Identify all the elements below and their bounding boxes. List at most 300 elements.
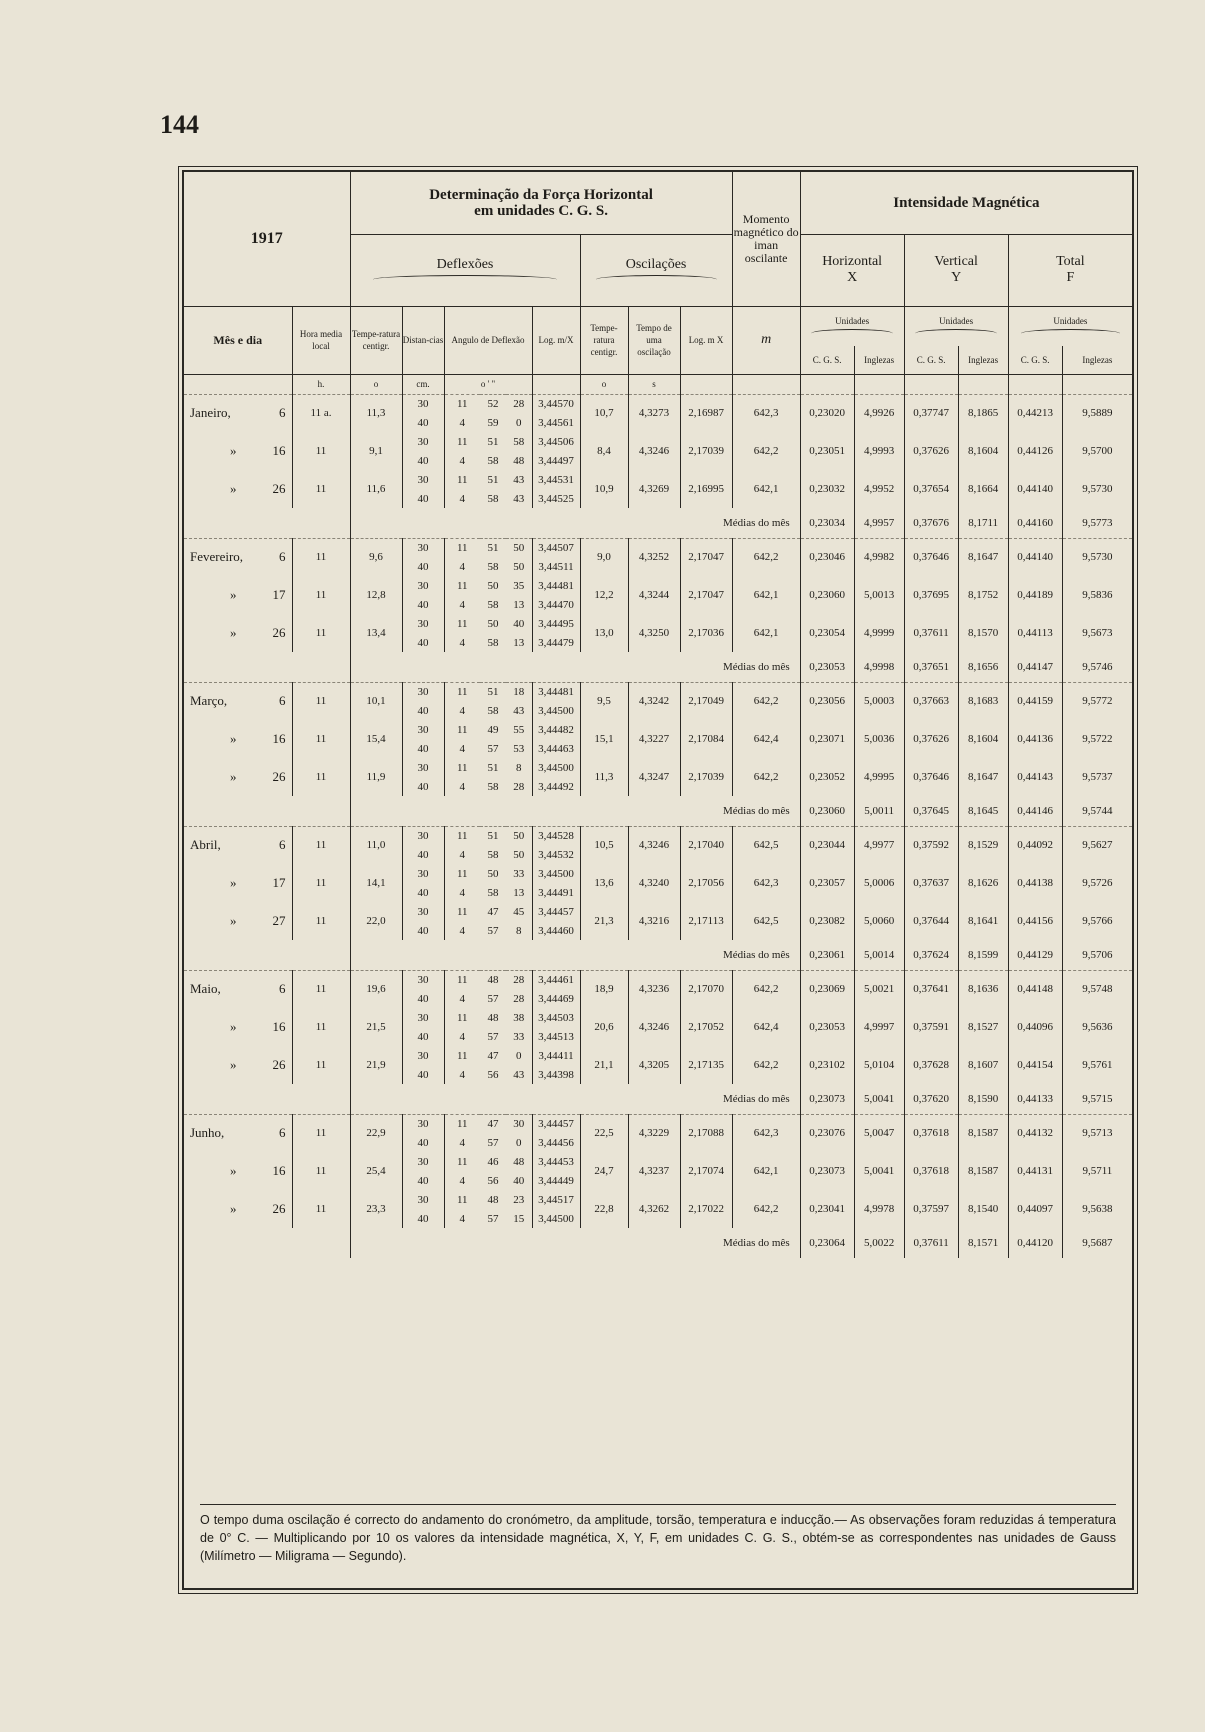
angle-sec-value: 35: [513, 579, 525, 592]
hora-cell: 11: [292, 902, 350, 940]
angle-deg: [444, 720, 480, 739]
angle-min-value: 47: [487, 1049, 499, 1062]
dist-cell: 30: [402, 826, 444, 845]
tempo-cell: 4,3273: [628, 394, 680, 432]
medias-blank: [184, 652, 350, 682]
angle-sec: [506, 595, 532, 614]
log-mx-cell: 3,44495: [532, 614, 580, 633]
yi-cell: 8,1604: [958, 432, 1008, 470]
angle-min: [480, 394, 506, 413]
dist-cell: 30: [402, 470, 444, 489]
temp2-header: Tempe-ratura centigr.: [580, 306, 628, 374]
angle-min: [480, 451, 506, 470]
log-mx-cell: 3,44492: [532, 777, 580, 796]
medias-xi: 4,9998: [854, 652, 904, 682]
log-mx-cell: 3,44500: [532, 758, 580, 777]
tempo-cell: 4,3244: [628, 576, 680, 614]
angle-deg: [444, 489, 480, 508]
m-cell: 642,5: [732, 826, 800, 864]
temp-cell: 13,4: [350, 614, 402, 652]
log-mx-cell: 3,44482: [532, 720, 580, 739]
xc-cell: 0,23076: [800, 1114, 854, 1152]
day: 26: [272, 769, 286, 784]
tempo-cell: 4,3247: [628, 758, 680, 796]
angle-deg: [444, 883, 480, 902]
log-mx-cell: 3,44507: [532, 538, 580, 557]
m-cell: 642,2: [732, 1190, 800, 1228]
angle-sec: [506, 451, 532, 470]
fi-cell: 9,5836: [1062, 576, 1132, 614]
angle-sec-value: 43: [513, 492, 525, 505]
month-day-cell: [184, 826, 292, 864]
f-ing-header: Inglezas: [1062, 346, 1132, 374]
dist-cell: 40: [402, 777, 444, 796]
yc-cell: 0,37644: [904, 902, 958, 940]
medias-row: [184, 508, 1132, 538]
xc-cell: 0,23073: [800, 1152, 854, 1190]
month-day-cell: [184, 394, 292, 432]
yc-cell: 0,37611: [904, 614, 958, 652]
angle-min: [480, 845, 506, 864]
angle-deg: [444, 989, 480, 1008]
medias-fc: 0,44147: [1008, 652, 1062, 682]
log-mx-cell: 3,44457: [532, 902, 580, 921]
angle-min-value: 46: [487, 1155, 499, 1168]
medias-yc: 0,37676: [904, 508, 958, 538]
angle-min-value: 47: [487, 1117, 499, 1130]
day: 6: [279, 693, 286, 709]
y-cgs-header: C. G. S.: [904, 346, 958, 374]
medias-fc: 0,44133: [1008, 1084, 1062, 1114]
angle-deg-value: 4: [459, 1212, 465, 1225]
log-mx-cell: 3,44511: [532, 557, 580, 576]
medias-label: Médias do mês: [350, 1228, 800, 1258]
angle-deg: [444, 1171, 480, 1190]
ditto-mark: »: [230, 1057, 237, 1072]
medias-fc: 0,44146: [1008, 796, 1062, 826]
xi-cell: 4,9977: [854, 826, 904, 864]
angle-min: [480, 1027, 506, 1046]
medias-fi: 9,5687: [1062, 1228, 1132, 1258]
hora-cell: 11 a.: [292, 394, 350, 432]
unit-blank-log: [532, 374, 580, 394]
table-row: [184, 1190, 1132, 1209]
month-day-cell: [184, 470, 292, 508]
m-cell: 642,2: [732, 538, 800, 576]
angle-min-value: 58: [487, 560, 499, 573]
angle-deg: [444, 682, 480, 701]
angle-min-value: 51: [487, 761, 499, 774]
log-mx-cell: 3,44411: [532, 1046, 580, 1065]
angle-min-value: 58: [487, 492, 499, 505]
month-name: Maio,: [190, 981, 221, 997]
ditto-mark: »: [230, 731, 237, 746]
yi-cell: 8,1587: [958, 1152, 1008, 1190]
yi-cell: 8,1636: [958, 970, 1008, 1008]
medias-yi: 8,1711: [958, 508, 1008, 538]
angle-min-value: 56: [487, 1068, 499, 1081]
temp-cell: 23,3: [350, 1190, 402, 1228]
angle-sec: [506, 394, 532, 413]
x-unidades-header: Unidades: [800, 306, 904, 346]
angle-deg: [444, 739, 480, 758]
logmx-cell: 2,17088: [680, 1114, 732, 1152]
fc-cell: 0,44143: [1008, 758, 1062, 796]
angle-min: [480, 1065, 506, 1084]
log-mx-cell: 3,44500: [532, 1209, 580, 1228]
tempo-cell: 4,3236: [628, 970, 680, 1008]
angle-min-value: 50: [487, 579, 499, 592]
angle-sec-value: 43: [513, 473, 525, 486]
tempo-cell: 4,3246: [628, 826, 680, 864]
angle-deg: [444, 970, 480, 989]
angle-sec: [506, 1008, 532, 1027]
hora-cell: 11: [292, 1152, 350, 1190]
angle-min-value: 50: [487, 617, 499, 630]
hora-cell: 11: [292, 1190, 350, 1228]
month-name: Fevereiro,: [190, 549, 244, 565]
unit-cm: cm.: [402, 374, 444, 394]
log-mx-cell: 3,44457: [532, 1114, 580, 1133]
medias-xi: 4,9957: [854, 508, 904, 538]
temp2-cell: 10,7: [580, 394, 628, 432]
x-ing-header: Inglezas: [854, 346, 904, 374]
angle-min: [480, 1008, 506, 1027]
angulo-header: Angulo de Deflexão: [444, 306, 532, 374]
log-mx-cell: 3,44460: [532, 921, 580, 940]
xc-cell: 0,23102: [800, 1046, 854, 1084]
deflexoes-header: Deflexões: [350, 234, 580, 306]
tempo-cell: 4,3216: [628, 902, 680, 940]
m-cell: 642,3: [732, 1114, 800, 1152]
angle-min: [480, 1209, 506, 1228]
angle-deg: [444, 1008, 480, 1027]
angle-min: [480, 1046, 506, 1065]
angle-min: [480, 758, 506, 777]
angle-sec-value: 43: [513, 704, 525, 717]
y-unidades-header: Unidades: [904, 306, 1008, 346]
dist-cell: 40: [402, 1209, 444, 1228]
medias-xi: 5,0041: [854, 1084, 904, 1114]
m-cell: 642,3: [732, 864, 800, 902]
fi-cell: 9,5889: [1062, 394, 1132, 432]
log-mx-cell: 3,44531: [532, 470, 580, 489]
hora-cell: 11: [292, 682, 350, 720]
yi-cell: 8,1647: [958, 758, 1008, 796]
unit-h: h.: [292, 374, 350, 394]
yc-cell: 0,37591: [904, 1008, 958, 1046]
month-day-cell: [184, 682, 292, 720]
temp2-cell: 15,1: [580, 720, 628, 758]
ditto-mark: »: [230, 875, 237, 890]
month-name: Março,: [190, 693, 228, 709]
angle-min: [480, 720, 506, 739]
month-day-cell: [184, 538, 292, 576]
temp2-cell: 21,1: [580, 1046, 628, 1084]
angle-min-value: 47: [487, 905, 499, 918]
unit-row-blank: [184, 374, 292, 394]
table-row: [184, 470, 1132, 489]
dist-cell: 40: [402, 1171, 444, 1190]
angle-deg: [444, 826, 480, 845]
medias-blank: [184, 940, 350, 970]
day: 16: [272, 1019, 286, 1034]
xi-cell: 5,0036: [854, 720, 904, 758]
angle-sec-value: 43: [513, 1068, 525, 1081]
angle-sec: [506, 682, 532, 701]
angle-deg-value: 4: [459, 924, 465, 937]
yc-cell: 0,37637: [904, 864, 958, 902]
medias-fi: 9,5706: [1062, 940, 1132, 970]
angle-sec: [506, 1209, 532, 1228]
angle-deg-value: 11: [456, 579, 468, 592]
angle-min: [480, 489, 506, 508]
hora-cell: 11: [292, 1114, 350, 1152]
medias-label: Médias do mês: [350, 1084, 800, 1114]
log-mx-cell: 3,44503: [532, 1008, 580, 1027]
angle-min: [480, 826, 506, 845]
f-cgs-header: C. G. S.: [1008, 346, 1062, 374]
angle-deg: [444, 470, 480, 489]
dist-cell: 30: [402, 394, 444, 413]
angle-deg: [444, 701, 480, 720]
angle-deg-value: 11: [456, 1155, 468, 1168]
fi-cell: 9,5673: [1062, 614, 1132, 652]
xc-cell: 0,23057: [800, 864, 854, 902]
logmx-cell: 2,17039: [680, 432, 732, 470]
medias-xc: 0,23060: [800, 796, 854, 826]
logmx-cell: 2,17040: [680, 826, 732, 864]
temp2-cell: 9,5: [580, 682, 628, 720]
angle-sec-value: 38: [513, 1011, 525, 1024]
angle-sec-value: 33: [513, 867, 525, 880]
fc-cell: 0,44148: [1008, 970, 1062, 1008]
angle-min: [480, 777, 506, 796]
angle-sec: [506, 864, 532, 883]
temp2-cell: 9,0: [580, 538, 628, 576]
yc-cell: 0,37654: [904, 470, 958, 508]
yi-cell: 8,1587: [958, 1114, 1008, 1152]
ditto-mark: »: [230, 625, 237, 640]
momento-header: Momento magnético do iman oscilante: [732, 172, 800, 306]
tempo-cell: 4,3242: [628, 682, 680, 720]
dist-cell: 40: [402, 1065, 444, 1084]
medias-row: [184, 1084, 1132, 1114]
ditto-mark: »: [230, 1019, 237, 1034]
log-mx-cell: 3,44500: [532, 701, 580, 720]
xc-cell: 0,23044: [800, 826, 854, 864]
dist-cell: 30: [402, 1008, 444, 1027]
medias-yi: 8,1599: [958, 940, 1008, 970]
fi-cell: 9,5748: [1062, 970, 1132, 1008]
log-mx-cell: 3,44561: [532, 413, 580, 432]
angle-sec-value: 50: [513, 829, 525, 842]
m-cell: 642,2: [732, 432, 800, 470]
yi-cell: 8,1641: [958, 902, 1008, 940]
angle-deg: [444, 864, 480, 883]
medias-label: Médias do mês: [350, 508, 800, 538]
day: 6: [279, 549, 286, 565]
xc-cell: 0,23051: [800, 432, 854, 470]
f-unidades-header: Unidades: [1008, 306, 1132, 346]
angle-deg: [444, 557, 480, 576]
xi-cell: 5,0041: [854, 1152, 904, 1190]
hora-cell: 11: [292, 538, 350, 576]
medias-label: Médias do mês: [350, 796, 800, 826]
table-row: [184, 432, 1132, 451]
month-day-cell: [184, 576, 292, 614]
angle-sec: [506, 739, 532, 758]
footnote: O tempo duma oscilação é correcto do andamento do cronómetro, da amplitude, torsão, temperatura e inducção.— As observações foram reduzidas á temperatura de 0° C. — Multiplicando por 10 os valores da intensidade magnética, X, Y, F, em unidades C. G. S., obtém-se as correspondentes nas unidades de Gauss (Milímetro — Miligrama — Segundo).: [200, 1504, 1116, 1565]
table-row: [184, 614, 1132, 633]
angle-min: [480, 538, 506, 557]
angle-sec: [506, 1027, 532, 1046]
logmx-cell: 2,17047: [680, 538, 732, 576]
xi-cell: 5,0006: [854, 864, 904, 902]
ditto-mark: »: [230, 1163, 237, 1178]
angle-sec: [506, 413, 532, 432]
log-mx-cell: 3,44481: [532, 576, 580, 595]
angle-deg-value: 4: [459, 1174, 465, 1187]
medias-fc: 0,44129: [1008, 940, 1062, 970]
temp-header: Tempe-ratura centigr.: [350, 306, 402, 374]
medias-fc: 0,44120: [1008, 1228, 1062, 1258]
dist-cell: 40: [402, 989, 444, 1008]
dist-cell: 40: [402, 701, 444, 720]
angle-deg-value: 11: [456, 473, 468, 486]
dist-cell: 40: [402, 451, 444, 470]
angle-min: [480, 682, 506, 701]
xc-cell: 0,23054: [800, 614, 854, 652]
angle-deg: [444, 1209, 480, 1228]
table-row: [184, 720, 1132, 739]
log-mx-cell: 3,44517: [532, 1190, 580, 1209]
angle-deg: [444, 1133, 480, 1152]
xi-cell: 5,0047: [854, 1114, 904, 1152]
logmx-cell: 2,17074: [680, 1152, 732, 1190]
tempo-cell: 4,3246: [628, 1008, 680, 1046]
fi-cell: 9,5638: [1062, 1190, 1132, 1228]
table-row: [184, 758, 1132, 777]
xc-cell: 0,23071: [800, 720, 854, 758]
logmx-cell: 2,17047: [680, 576, 732, 614]
hora-cell: 11: [292, 1008, 350, 1046]
angle-sec: [506, 970, 532, 989]
angle-min: [480, 970, 506, 989]
logmx-header: Log. m/X: [532, 306, 580, 374]
dist-cell: 30: [402, 614, 444, 633]
medias-blank: [184, 1228, 350, 1258]
log-mx-cell: 3,44506: [532, 432, 580, 451]
temp-cell: 11,9: [350, 758, 402, 796]
angle-sec-value: 8: [516, 924, 522, 937]
angle-sec: [506, 1171, 532, 1190]
table-row: [184, 394, 1132, 413]
m-cell: 642,2: [732, 682, 800, 720]
medias-fc: 0,44160: [1008, 508, 1062, 538]
unit-deg2: o: [580, 374, 628, 394]
hora-cell: 11: [292, 576, 350, 614]
yc-cell: 0,37663: [904, 682, 958, 720]
month-day-cell: [184, 1046, 292, 1084]
medias-row: [184, 940, 1132, 970]
fc-cell: 0,44140: [1008, 538, 1062, 576]
month-day-cell: [184, 720, 292, 758]
unit-blank-6: [958, 374, 1008, 394]
m-header: m: [732, 306, 800, 374]
day: 6: [279, 981, 286, 997]
angle-min-value: 56: [487, 1174, 499, 1187]
day: 6: [279, 405, 286, 421]
y-ing-header: Inglezas: [958, 346, 1008, 374]
angle-deg: [444, 1190, 480, 1209]
log-m-x-header: Log. m X: [680, 306, 732, 374]
angle-deg: [444, 1114, 480, 1133]
unit-blank-7: [1008, 374, 1062, 394]
xi-cell: 4,9952: [854, 470, 904, 508]
angle-sec: [506, 489, 532, 508]
angle-min: [480, 921, 506, 940]
angle-deg: [444, 1065, 480, 1084]
angle-deg-value: 11: [456, 829, 468, 842]
angle-sec-value: 8: [516, 761, 522, 774]
angle-deg: [444, 633, 480, 652]
medias-row: [184, 652, 1132, 682]
angle-deg-value: 4: [459, 992, 465, 1005]
month-day-cell: [184, 432, 292, 470]
yc-cell: 0,37592: [904, 826, 958, 864]
logmx-cell: 2,16995: [680, 470, 732, 508]
unit-s: s: [628, 374, 680, 394]
xi-cell: 5,0060: [854, 902, 904, 940]
angle-sec: [506, 470, 532, 489]
medias-xi: 5,0011: [854, 796, 904, 826]
month-day-cell: [184, 970, 292, 1008]
log-mx-cell: 3,44532: [532, 845, 580, 864]
log-mx-cell: 3,44398: [532, 1065, 580, 1084]
medias-yc: 0,37611: [904, 1228, 958, 1258]
angle-sec: [506, 701, 532, 720]
angle-min: [480, 595, 506, 614]
dist-cell: 30: [402, 864, 444, 883]
temp-cell: 11,3: [350, 394, 402, 432]
temp-cell: 12,8: [350, 576, 402, 614]
log-mx-cell: 3,44469: [532, 989, 580, 1008]
angle-deg-value: 11: [456, 867, 468, 880]
yi-cell: 8,1752: [958, 576, 1008, 614]
logmx-cell: 2,17113: [680, 902, 732, 940]
angle-sec-value: 28: [513, 780, 525, 793]
angle-sec: [506, 576, 532, 595]
fi-cell: 9,5737: [1062, 758, 1132, 796]
intensidade-header: Intensidade Magnética: [800, 172, 1132, 234]
fc-cell: 0,44140: [1008, 470, 1062, 508]
unit-blank-5: [904, 374, 958, 394]
yi-cell: 8,1529: [958, 826, 1008, 864]
day: 26: [272, 481, 286, 496]
medias-xi: 5,0014: [854, 940, 904, 970]
log-mx-cell: 3,44525: [532, 489, 580, 508]
hora-cell: 11: [292, 758, 350, 796]
xc-cell: 0,23082: [800, 902, 854, 940]
ditto-mark: »: [230, 1201, 237, 1216]
table-row: [184, 1046, 1132, 1065]
dist-cell: 40: [402, 413, 444, 432]
m-cell: 642,1: [732, 576, 800, 614]
medias-yi: 8,1571: [958, 1228, 1008, 1258]
yc-cell: 0,37626: [904, 432, 958, 470]
angle-sec: [506, 1065, 532, 1084]
